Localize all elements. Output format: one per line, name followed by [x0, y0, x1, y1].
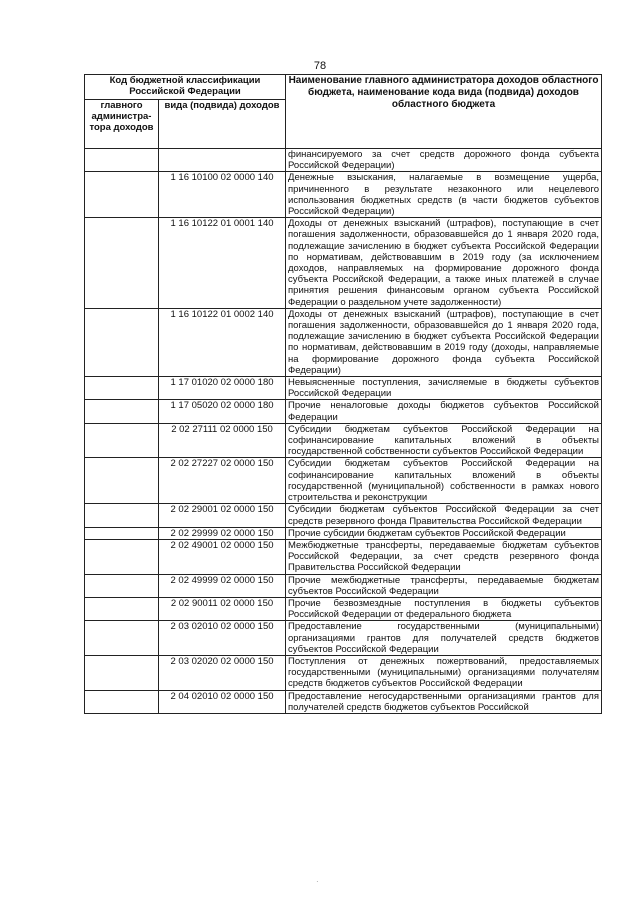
admin-code-cell [85, 458, 159, 504]
admin-code-cell [85, 423, 159, 458]
admin-code-cell [85, 218, 159, 309]
table-row [85, 621, 602, 656]
income-code-cell: 2 02 27111 02 0000 150 [159, 423, 286, 458]
income-name-cell: Доходы от денежных взысканий (штрафов), поступающие в счет погашения задолженности, образовавшейся до 1 января 2020 года, подлежащие зачислению в бюджет субъекта Российской Федерации по нормативам, действовавшим в 2019 году (доходы, направляемые на формирование дорожного фонда субъекта Российской Федерации) [286, 308, 602, 376]
income-code-cell: 1 16 10122 01 0002 140 [159, 308, 286, 376]
table-row [85, 400, 602, 423]
admin-code-cell [85, 574, 159, 597]
income-code-cell: 2 02 90011 02 0000 150 [159, 597, 286, 620]
income-name-cell: финансируемого за счет средств дорожного фонда субъекта Российской Федерации) [286, 149, 602, 172]
admin-code-cell [85, 527, 159, 539]
table-row [85, 690, 602, 713]
income-name-cell: Предоставление негосударственными организациями грантов для получателей средств бюджетов субъектов Российской [286, 690, 602, 713]
income-code-cell: 2 02 29999 02 0000 150 [159, 527, 286, 539]
table-row [85, 218, 602, 309]
income-code-cell: 2 03 02020 02 0000 150 [159, 655, 286, 690]
admin-code-cell [85, 172, 159, 218]
income-code-cell: 1 17 05020 02 0000 180 [159, 400, 286, 423]
admin-code-cell [85, 149, 159, 172]
income-code-cell: 1 17 01020 02 0000 180 [159, 377, 286, 400]
income-name-cell: Денежные взыскания, налагаемые в возмещение ущерба, причиненного в результате незаконного или нецелевого использования бюджетных средств (в части бюджетов субъектов Российской Федерации) [286, 172, 602, 218]
scan-mark: · [316, 877, 319, 886]
header-code-group: Код бюджетной классификации Российской Федерации [85, 75, 286, 100]
table-row [85, 655, 602, 690]
income-name-cell: Прочие безвозмездные поступления в бюджеты субъектов Российской Федерации от федерального бюджета [286, 597, 602, 620]
income-code-cell: 1 16 10122 01 0001 140 [159, 218, 286, 309]
table-row [85, 539, 602, 574]
income-code-cell: 2 02 49001 02 0000 150 [159, 539, 286, 574]
income-name-cell: Предоставление государственными (муниципальными) организациями грантов для получателей средств бюджетов субъектов Российской Федерации [286, 621, 602, 656]
table-row [85, 423, 602, 458]
table-row [85, 597, 602, 620]
table-row [85, 527, 602, 539]
admin-code-cell [85, 400, 159, 423]
admin-code-cell [85, 655, 159, 690]
table-row [85, 377, 602, 400]
income-code-cell: 2 02 29001 02 0000 150 [159, 504, 286, 527]
table-row [85, 172, 602, 218]
table-row [85, 574, 602, 597]
admin-code-cell [85, 597, 159, 620]
income-code-cell: 2 02 49999 02 0000 150 [159, 574, 286, 597]
income-name-cell: Межбюджетные трансферты, передаваемые бюджетам субъектов Российской Федерации, за счет средств резервного фонда Правительства Российской Федерации [286, 539, 602, 574]
income-code-cell: 2 04 02010 02 0000 150 [159, 690, 286, 713]
income-code-cell: 2 03 02010 02 0000 150 [159, 621, 286, 656]
header-income-type: вида (подвида) доходов [159, 100, 286, 149]
admin-code-cell [85, 621, 159, 656]
income-code-cell: 1 16 10100 02 0000 140 [159, 172, 286, 218]
income-code-cell [159, 149, 286, 172]
header-main-administrator: главного администра-тора доходов [85, 100, 159, 149]
income-name-cell: Невыясненные поступления, зачисляемые в бюджеты субъектов Российской Федерации [286, 377, 602, 400]
admin-code-cell [85, 377, 159, 400]
table-row [85, 458, 602, 504]
budget-classification-table [84, 74, 602, 714]
income-name-cell: Поступления от денежных пожертвований, предоставляемых государственными (муниципальными) организациями получателям средств бюджетов субъектов Российской Федерации [286, 655, 602, 690]
table-row [85, 308, 602, 376]
page-number: 78 [313, 60, 327, 72]
income-name-cell: Доходы от денежных взысканий (штрафов), поступающие в счет погашения задолженности, образовавшейся до 1 января 2020 года, подлежащие зачислению в бюджет субъекта Российской Федерации по нормативам, действовавшим в 2019 году (за исключением доходов, направляемых на формирование дорожного фонда субъекта Российской Федерации, а также иных платежей в случае принятия решения финансовым органом субъекта Российской Федерации о раздельном учете задолженности) [286, 218, 602, 309]
income-name-cell: Субсидии бюджетам субъектов Российской Федерации на софинансирование капитальных вложений в объекты государственной собственности субъектов Российской Федерации [286, 423, 602, 458]
income-name-cell: Субсидии бюджетам субъектов Российской Федерации на софинансирование капитальных вложений в объекты государственной (муниципальной) собственности в рамках нового строительства и реконструкции [286, 458, 602, 504]
table-row [85, 149, 602, 172]
income-name-cell: Прочие субсидии бюджетам субъектов Российской Федерации [286, 527, 602, 539]
table-row [85, 504, 602, 527]
income-name-cell: Прочие межбюджетные трансферты, передаваемые бюджетам субъектов Российской Федерации [286, 574, 602, 597]
income-name-cell: Прочие неналоговые доходы бюджетов субъектов Российской Федерации [286, 400, 602, 423]
income-name-cell: Субсидии бюджетам субъектов Российской Федерации за счет средств резервного фонда Правительства Российской Федерации [286, 504, 602, 527]
income-code-cell: 2 02 27227 02 0000 150 [159, 458, 286, 504]
admin-code-cell [85, 690, 159, 713]
admin-code-cell [85, 504, 159, 527]
admin-code-cell [85, 539, 159, 574]
header-name: Наименование главного администратора доходов областного бюджета, наименование кода вида (подвида) доходов областного бюджета [286, 75, 602, 149]
admin-code-cell [85, 308, 159, 376]
